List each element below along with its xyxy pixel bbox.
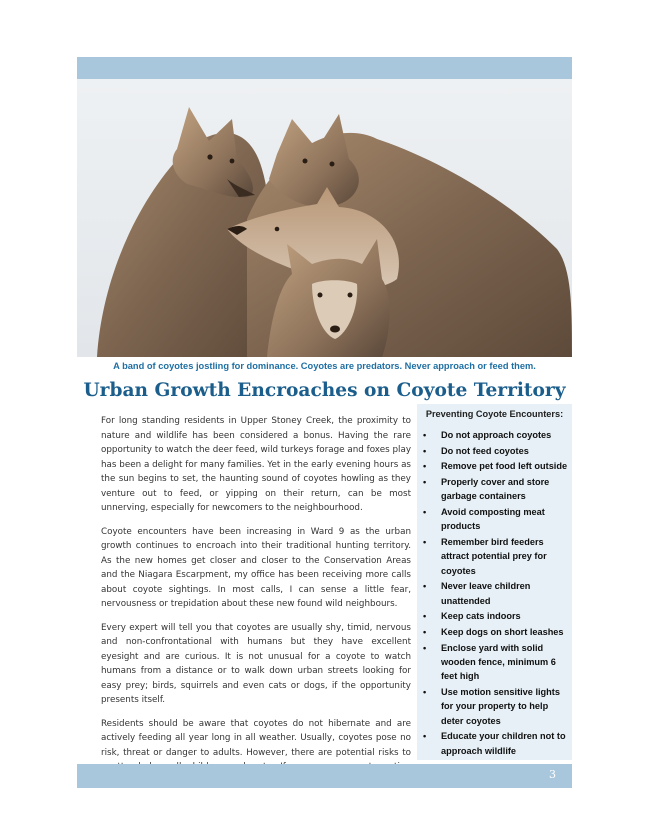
bullet-icon: • — [423, 686, 427, 697]
bullet-icon: • — [423, 581, 427, 592]
bullet-icon: • — [423, 445, 427, 456]
tip-text: Enclose yard with solid wooden fence, minimum 6 feet high — [441, 642, 556, 682]
tip-item — [417, 535, 572, 578]
tip-item — [417, 475, 572, 504]
tip-text: Do not approach coyotes — [441, 430, 552, 440]
sidebar-title: Preventing Coyote Encounters: — [425, 409, 564, 419]
tip-item — [417, 609, 572, 623]
coyote-photo — [77, 79, 572, 357]
article-paragraph-4-text: Residents should be aware that coyotes do not hibernate and are actively feeding all year long in all weather. Usually, coyotes pose no risk, threat or danger to adults. However, there are potential risks to — [101, 718, 411, 758]
coyote-illustration — [77, 79, 572, 357]
tip-item — [417, 444, 572, 458]
photo-caption: A band of coyotes jostling for dominance. Coyotes are predators. Never approach or feed them. — [113, 361, 536, 371]
article-headline: Urban Growth Encroaches on Coyote Territory — [83, 380, 566, 401]
article-paragraph-1: For long standing residents in Upper Stoney Creek, the proximity to nature and wildlife has been considered a bonus. Having the rare opportunity to watch the deer feed, wild turkeys forage and foxes play has been a delight for many families. Yet in the early evening hours as the sun begins to set, the haunting sound of coyotes howling as they venture out to feed, or yipping on their return, can be most unnerving, especially for newcomers to the neighbourhood. — [101, 416, 411, 513]
tip-text: Remove pet food left outside — [441, 461, 568, 472]
bullet-icon: • — [423, 477, 427, 488]
bullet-icon: • — [423, 430, 427, 440]
page-number: 3 — [549, 768, 556, 781]
tip-text: Educate your children not to approach wildlife — [441, 731, 566, 756]
bullet-icon: • — [423, 461, 427, 472]
bullet-icon: • — [423, 731, 427, 742]
tip-item — [417, 625, 572, 639]
tip-item — [417, 505, 572, 534]
tip-item — [417, 729, 572, 758]
bullet-icon: • — [423, 537, 427, 548]
tip-text: Keep dogs on short leashes — [441, 626, 564, 637]
bullet-icon: • — [423, 611, 427, 622]
tip-text: Remember bird feeders attract potential prey for coyotes — [441, 537, 547, 576]
tip-item — [417, 459, 572, 473]
article-paragraph-3: Every expert will tell you that coyotes are usually shy, timid, nervous and non-confrontational with humans but they have excellent eyesight and are curious. It is not unusual for a coyote to watch humans from a distance or to walk down urban streets looking for easy prey; birds, squirrels and even cats or dogs, if the opportunity presents itself. — [101, 622, 411, 705]
tips-sidebar — [417, 404, 572, 760]
tip-text: Properly cover and store garbage containers — [441, 477, 550, 502]
tip-item — [417, 641, 572, 684]
tip-item — [417, 579, 572, 608]
tip-text: Keep cats indoors — [441, 611, 521, 622]
tip-text: Never leave children unattended — [441, 581, 531, 606]
tip-text: Avoid composting meat products — [441, 507, 545, 532]
bottom-color-band — [77, 764, 572, 788]
tip-item — [417, 685, 572, 728]
tips-list — [417, 428, 572, 759]
bullet-icon: • — [423, 626, 427, 637]
tip-item — [417, 428, 572, 442]
bullet-icon: • — [423, 507, 427, 518]
article-paragraph-2: Coyote encounters have been increasing in Ward 9 as the urban growth continues to encroach into their traditional hunting territory. As the new homes get closer and closer to the Conservation Areas and the Niagara Escarpment, my office has been receiving more calls about coyote sightings. In most calls, I can sense a little fear, nervousness or trepidation about these new found wild neighbours. — [101, 526, 411, 609]
tip-text: Use motion sensitive lights for your property to help deter coyotes — [441, 686, 560, 726]
bullet-icon: • — [423, 642, 427, 653]
article-body — [101, 414, 411, 798]
tip-text: Do not feed coyotes — [441, 445, 529, 456]
top-color-band — [77, 57, 572, 79]
